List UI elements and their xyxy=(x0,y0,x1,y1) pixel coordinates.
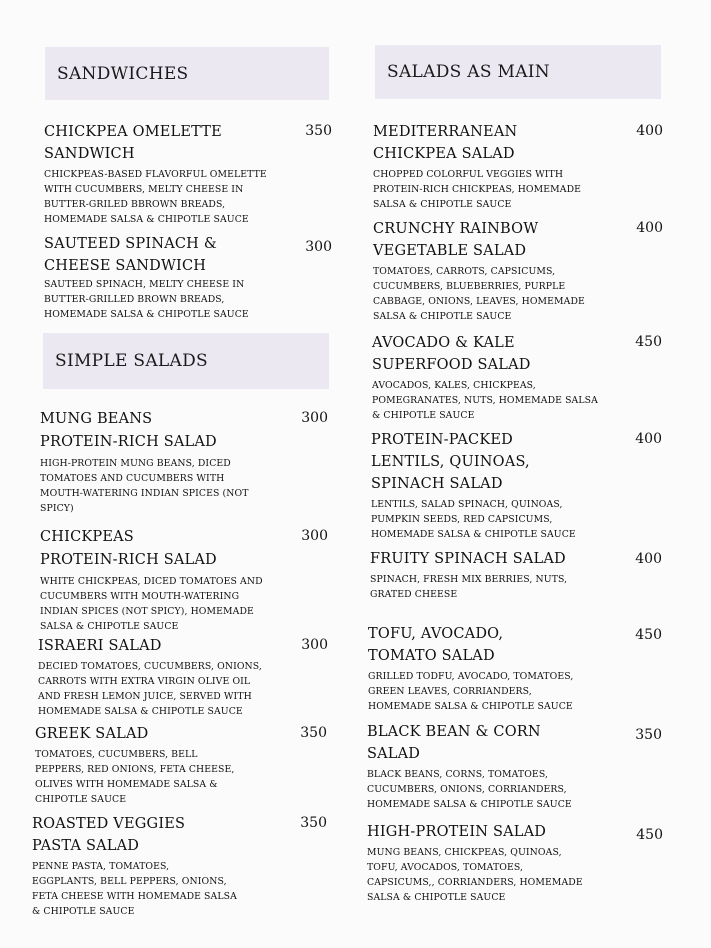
menu-item xyxy=(368,623,662,714)
item-name: SAUTEED SPINACH & CHEESE SANDWICH xyxy=(44,236,217,274)
item-name: BLACK BEAN & CORN SALAD xyxy=(367,724,541,762)
menu-item xyxy=(40,526,328,634)
item-price: 400 xyxy=(635,551,662,567)
item-description: TOMATOES, CUCUMBERS, BELL PEPPERS, RED ONIONS, FETA CHEESE, OLIVES WITH HOMEMADE SALSA & CHIPOTLE SAUCE xyxy=(35,749,235,805)
item-description: GRILLED TODFU, AVOCADO, TOMATOES, GREEN LEAVES, CORRIANDERS, HOMEMADE SALSA & CHIPOTLE SAUCE xyxy=(368,671,574,712)
item-price: 350 xyxy=(305,123,332,139)
item-name: MEDITERRANEAN CHICKPEA SALAD xyxy=(373,124,518,162)
item-description: BLACK BEANS, CORNS, TOMATOES, CUCUMBERS, ONIONS, CORRIANDERS, HOMEMADE SALSA & CHIPOTLE SAUCE xyxy=(367,769,572,810)
menu-item xyxy=(373,218,663,324)
item-name: TOFU, AVOCADO, TOMATO SALAD xyxy=(368,626,504,664)
item-description: WHITE CHICKPEAS, DICED TOMATOES AND CUCUMBERS WITH MOUTH-WATERING INDIAN SPICES (NOT SPICY), HOMEMADE SALSA & CHIPOTLE SAUCE xyxy=(40,576,263,632)
item-price: 450 xyxy=(636,827,663,843)
menu-item xyxy=(35,723,327,807)
menu-item xyxy=(371,429,662,542)
item-price: 400 xyxy=(635,431,662,447)
item-name: CHICKPEAS PROTEIN-RICH SALAD xyxy=(40,529,217,568)
menu-item xyxy=(367,721,662,812)
item-price: 450 xyxy=(635,627,662,643)
item-price: 300 xyxy=(305,239,332,255)
item-description: MUNG BEANS, CHICKPEAS, QUINOAS, TOFU, AVOCADOS, TOMATOES, CAPSICUMS,, CORRIANDERS, HOMEMADE SALSA & CHIPOTLE SAUCE xyxy=(367,847,583,903)
item-description: HIGH-PROTEIN MUNG BEANS, DICED TOMATOES AND CUCUMBERS WITH MOUTH-WATERING INDIAN SPICES (NOT SPICY) xyxy=(40,458,249,514)
section-title: SANDWICHES xyxy=(57,63,189,84)
item-name: ROASTED VEGGIES PASTA SALAD xyxy=(32,816,186,854)
menu-item xyxy=(40,408,328,516)
item-price: 450 xyxy=(635,334,662,350)
item-name: PROTEIN-PACKED LENTILS, QUINOAS, SPINACH SALAD xyxy=(371,432,530,492)
section-title: SALADS AS MAIN xyxy=(387,62,550,82)
menu-item xyxy=(370,548,662,602)
item-price: 300 xyxy=(301,528,328,544)
section-title: SIMPLE SALADS xyxy=(55,351,208,371)
item-price: 300 xyxy=(301,637,328,653)
section-header-simple-salads xyxy=(43,333,329,389)
item-name: CRUNCHY RAINBOW VEGETABLE SALAD xyxy=(373,221,539,259)
menu-item xyxy=(373,121,663,212)
item-price: 300 xyxy=(301,410,328,426)
item-description: LENTILS, SALAD SPINACH, QUINOAS, PUMPKIN SEEDS, RED CAPSICUMS, HOMEMADE SALSA & CHIPOTLE SAUCE xyxy=(371,499,576,540)
item-name: MUNG BEANS PROTEIN-RICH SALAD xyxy=(40,411,217,450)
item-name: ISRAERI SALAD xyxy=(38,638,162,654)
item-description: CHICKPEAS-BASED FLAVORFUL OMELETTE WITH CUCUMBERS, MELTY CHEESE IN BUTTER-GRILED BBROWN BREADS, HOMEMADE SALSA & CHIPOTLE SAUCE xyxy=(44,169,267,225)
menu-item xyxy=(44,233,332,322)
menu-item xyxy=(372,332,662,423)
item-price: 350 xyxy=(635,727,662,743)
item-description: SAUTEED SPINACH, MELTY CHEESE IN BUTTER-GRILLED BROWN BREADS, HOMEMADE SALSA & CHIPOTLE SAUCE xyxy=(44,279,249,320)
section-header-sandwiches xyxy=(45,47,329,100)
item-description: SPINACH, FRESH MIX BERRIES, NUTS, GRATED CHEESE xyxy=(370,574,568,600)
item-name: AVOCADO & KALE SUPERFOOD SALAD xyxy=(372,335,531,373)
item-description: DECIED TOMATOES, CUCUMBERS, ONIONS, CARROTS WITH EXTRA VIRGIN OLIVE OIL AND FRESH LEMON JUICE, SERVED WITH HOMEMADE SALSA & CHIPOTLE SAUCE xyxy=(38,661,262,717)
menu-item xyxy=(38,635,328,719)
item-name: FRUITY SPINACH SALAD xyxy=(370,551,566,567)
item-name: GREEK SALAD xyxy=(35,726,149,742)
section-header-salads-as-main xyxy=(375,45,661,99)
item-price: 400 xyxy=(636,220,663,236)
item-description: PENNE PASTA, TOMATOES, EGGPLANTS, BELL PEPPERS, ONIONS, FETA CHEESE WITH HOMEMADE SALSA & CHIPOTLE SAUCE xyxy=(32,861,237,917)
item-name: HIGH-PROTEIN SALAD xyxy=(367,824,547,840)
item-description: TOMATOES, CARROTS, CAPSICUMS, CUCUMBERS, BLUEBERRIES, PURPLE CABBAGE, ONIONS, LEAVES, HOMEMADE SALSA & CHIPOTLE SAUCE xyxy=(373,266,585,322)
item-price: 350 xyxy=(300,815,327,831)
menu-item xyxy=(367,821,663,905)
item-description: AVOCADOS, KALES, CHICKPEAS, POMEGRANATES, NUTS, HOMEMADE SALSA & CHIPOTLE SAUCE xyxy=(372,380,598,421)
item-price: 350 xyxy=(300,725,327,741)
item-description: CHOPPED COLORFUL VEGGIES WITH PROTEIN-RICH CHICKPEAS, HOMEMADE SALSA & CHIPOTLE SAUCE xyxy=(373,169,582,210)
menu-item xyxy=(32,813,327,919)
item-name: CHICKPEA OMELETTE SANDWICH xyxy=(44,124,222,162)
menu-item xyxy=(44,121,332,227)
item-price: 400 xyxy=(636,123,663,139)
